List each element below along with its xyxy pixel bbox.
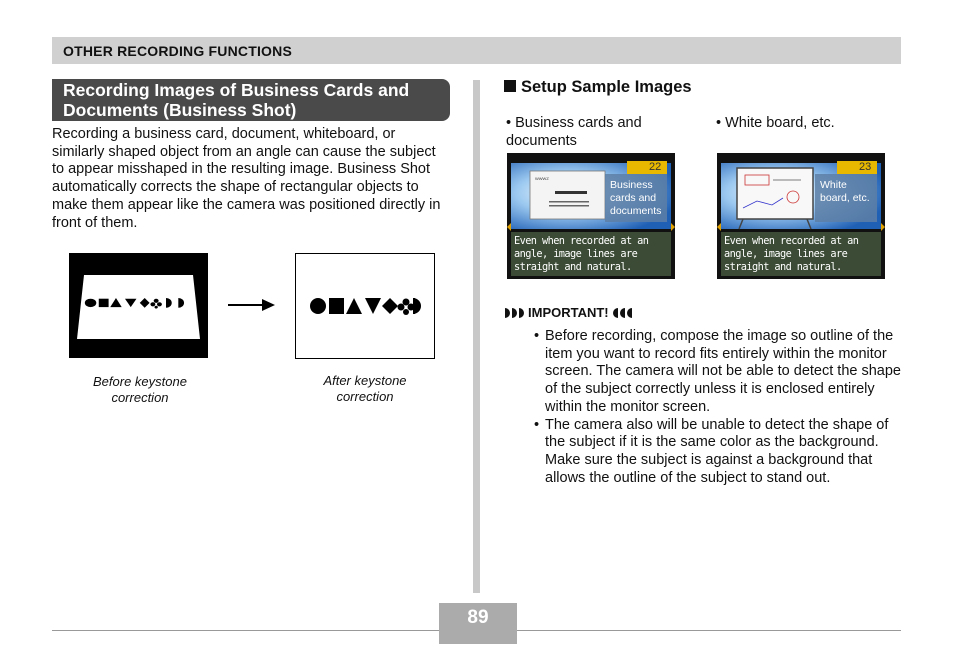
section-title: OTHER RECORDING FUNCTIONS <box>63 43 292 59</box>
important-item-text: Before recording, compose the image so outline of the item you want to record fits entirely within the monitor screen. The camera will not be able to detect the shape of the subject correctly unless it is enclosed entirely within the monitor screen. <box>545 328 902 415</box>
important-item: • Before recording, compose the image so outline of the item you want to record fits entirely within the monitor screen. The camera will not be able to detect the shape of the subject correctly unless it is enclosed entirely within the monitor screen. <box>534 328 902 415</box>
subheading <box>504 78 692 97</box>
important-label <box>504 305 633 322</box>
page-number: 89 <box>467 607 489 628</box>
page-number-badge <box>439 603 517 644</box>
column-divider <box>473 80 480 593</box>
after-caption: After keystone correction <box>323 373 407 404</box>
intro-paragraph: Recording a business card, document, whiteboard, or similarly shaped object from an angle can cause the subject to appear misshaped in the resulting image. Business Shot automatically corrects the shape of rectangular objects to make them appear like the camera was positioned directly in front of them. <box>52 126 441 231</box>
sample-screen-whiteboard <box>717 153 885 279</box>
screen-2-description: Even when recorded at an angle, image lines are straight and natural. <box>724 235 859 273</box>
screen-2-title: White board, etc. <box>820 179 870 204</box>
important-item-text: The camera also will be unable to detect the shape of the subject if it is the same color as the background. Make sure the subject is against a background that allows the outline of the subject to stand out. <box>545 416 889 486</box>
screen-2-number: 23 <box>859 161 872 173</box>
important-text: IMPORTANT! <box>528 305 609 320</box>
screen-1-title: Business cards and documents <box>610 179 662 217</box>
after-keystone-image <box>295 253 435 359</box>
subheading-text: Setup Sample Images <box>521 78 692 96</box>
sample2-label: • White board, etc. <box>716 115 835 131</box>
section-heading <box>52 79 450 121</box>
svg-text:WWWZ: WWWZ <box>535 176 549 181</box>
screen-1-description: Even when recorded at an angle, image lines are straight and natural. <box>514 235 649 273</box>
important-list <box>534 328 902 487</box>
important-right-marks-icon <box>613 307 633 322</box>
screen-1-number: 22 <box>649 161 662 173</box>
section-header-bar <box>52 37 901 64</box>
important-item: • The camera also will be unable to detect the shape of the subject if it is the same color as the background. Make sure the subject is against a background that allows the outline of the subject to stand out. <box>534 416 889 486</box>
before-keystone-image <box>69 253 208 358</box>
before-caption: Before keystone correction <box>93 374 187 405</box>
arrow-right-icon <box>228 297 276 318</box>
square-bullet-icon <box>504 80 516 92</box>
important-left-marks-icon <box>504 307 524 322</box>
sample-screen-business-card <box>507 153 675 279</box>
sample1-label: • Business cards and documents <box>506 115 642 149</box>
section-heading-text: Recording Images of Business Cards and Documents (Business Shot) <box>63 80 410 120</box>
